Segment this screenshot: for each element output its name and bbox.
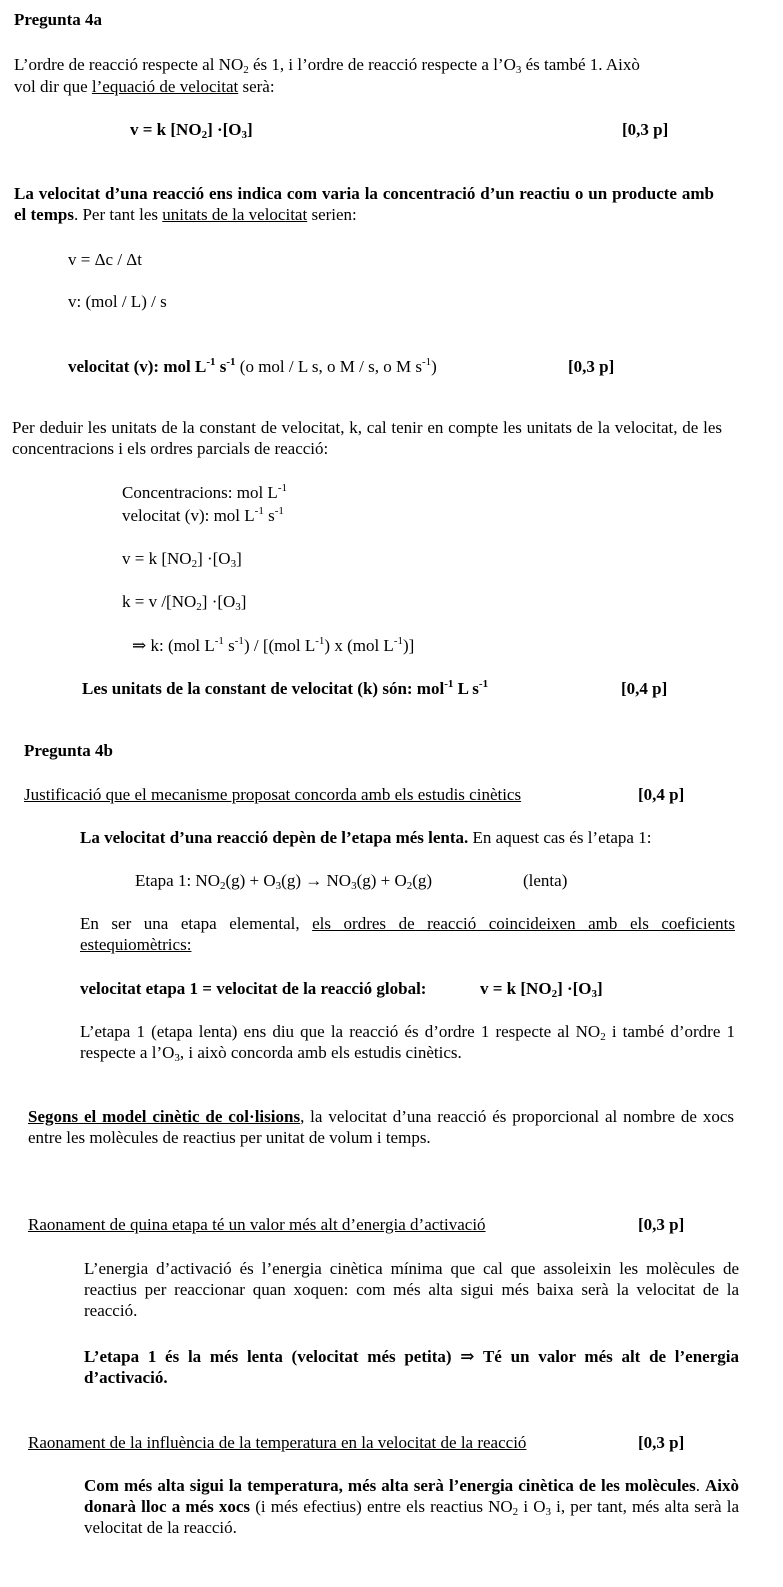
v-equation: v = k $[NO_2] \cdot[O_3]$ xyxy=(122,549,242,570)
formula-units: v: (mol / L) / s xyxy=(68,292,167,311)
heading-4b: Pregunta 4b xyxy=(24,741,113,760)
velocity-units-line: velocitat (v): mol $L^{-1}$ $s^{-1}$ xyxy=(122,505,284,525)
temperature-title: Raonament de la influència de la temperatura en la velocitat de la reacció xyxy=(28,1433,527,1452)
implies-arrow-icon: ⇒ xyxy=(132,636,147,655)
rate-equation: v = k $[NO_2] \cdot[O_3]$ xyxy=(130,120,253,141)
k-units-result: Les unitats de la constant de velocitat (k) són: mol$^{-1}$ L $s^{-1}$ xyxy=(82,678,489,698)
justification-title: Justificació que el mecanisme proposat concorda amb els estudis cinètics xyxy=(24,785,522,804)
k-intro: Per deduir les unitats de la constant de velocitat, k, cal tenir en compte les unitats de la velocitat, de les concentracions i els ordres parcials de reacció: xyxy=(12,418,722,458)
heading-4a: Pregunta 4a xyxy=(14,10,102,29)
points-velocity-units: [0,3 p] xyxy=(568,357,615,376)
k-equation: k = v $/[NO_2] \cdot[O_3]$ xyxy=(122,592,247,613)
points-activation: [0,3 p] xyxy=(638,1215,685,1234)
points-k-units: [0,4 p] xyxy=(621,679,668,698)
intro-line-1: L’ordre de reacció respecte al $NO_2$ és 1, i l’ordre de reacció respecte a $l’O_3$ és també 1. Això xyxy=(14,55,640,76)
velocity-definition: La velocitat d’una reacció ens indica com varia la concentració d’un reactiu o un producte amb el temps. Per tant les unitats de la velocitat serien: xyxy=(14,184,714,224)
implies-arrow-icon: ⇒ xyxy=(460,1347,475,1366)
activation-title: Raonament de quina etapa té un valor més alt d’energia d’activació xyxy=(28,1215,486,1234)
temperature-explanation: Com més alta sigui la temperatura, més alta serà l’energia cinètica de les molècules. Això donarà lloc a més xocs (i més efectius) entre els reactius $NO_2$ i $O_3$ i, per tant, més alta serà la velocitat de la reacció. xyxy=(84,1476,740,1537)
formula-velocity: v = Δc / Δt xyxy=(68,250,142,269)
elemental-step-statement: En ser una etapa elemental, els ordres de reacció coincideixen amb els coeficients estequiomètrics: xyxy=(80,914,735,954)
points-rate-equation: [0,3 p] xyxy=(622,120,669,139)
intro-line-2: vol dir que l’equació de velocitat serà: xyxy=(14,77,275,96)
k-units-derivation: ⇒ k: (mol $L^{-1}$ $s^{-1}) / [(mol$ $L^{-1}$) x (mol $L^{-1}$)] xyxy=(132,635,415,655)
global-rate-equation: v = k $[NO_2] \cdot[O_3]$ xyxy=(480,979,603,1000)
collision-model-statement: Segons el model cinètic de col·lisions, la velocitat d’una reacció és proporcional al nombre de xocs entre les molècules de reactius per unitat de volum i temps. xyxy=(28,1107,734,1147)
slowest-step-statement: La velocitat d’una reacció depèn de l’etapa més lenta. En aquest cas és l’etapa 1: xyxy=(80,828,652,847)
step-1-note: (lenta) xyxy=(523,871,568,890)
activation-definition: L’energia d’activació és l’energia cinètica mínima que cal que assoleixin les molècules de reactius per reaccionar quan xoquen: com més alta sigui més baixa serà la velocitat de la reacció. xyxy=(84,1259,739,1320)
points-temperature: [0,3 p] xyxy=(638,1433,685,1452)
activation-conclusion: L’etapa 1 és la més lenta (velocitat més petita) ⇒ Té un valor més alt de l’energia d’activació. xyxy=(84,1347,739,1387)
points-justification: [0,4 p] xyxy=(638,785,685,804)
concentration-units: Concentracions: mol $L^{-1}$ xyxy=(122,482,287,502)
global-rate-statement: velocitat etapa 1 = velocitat de la reacció global: xyxy=(80,979,427,998)
velocity-units: velocitat (v): mol $L^{-1}$ $s^{-1}$ (o mol / L s, o M / s, o M $s^{-1}$) xyxy=(68,356,437,376)
step-1-equation: Etapa 1: $NO_2(g) + O_3(g) \to NO_3(g) + O_2(g)$ xyxy=(135,871,433,892)
step-order-statement: L’etapa 1 (etapa lenta) ens diu que la reacció és d’ordre 1 respecte al $NO_2$ i també d’ordre 1 respecte a $l’O_3$, i això concorda amb els estudis cinètics. xyxy=(80,1022,735,1064)
